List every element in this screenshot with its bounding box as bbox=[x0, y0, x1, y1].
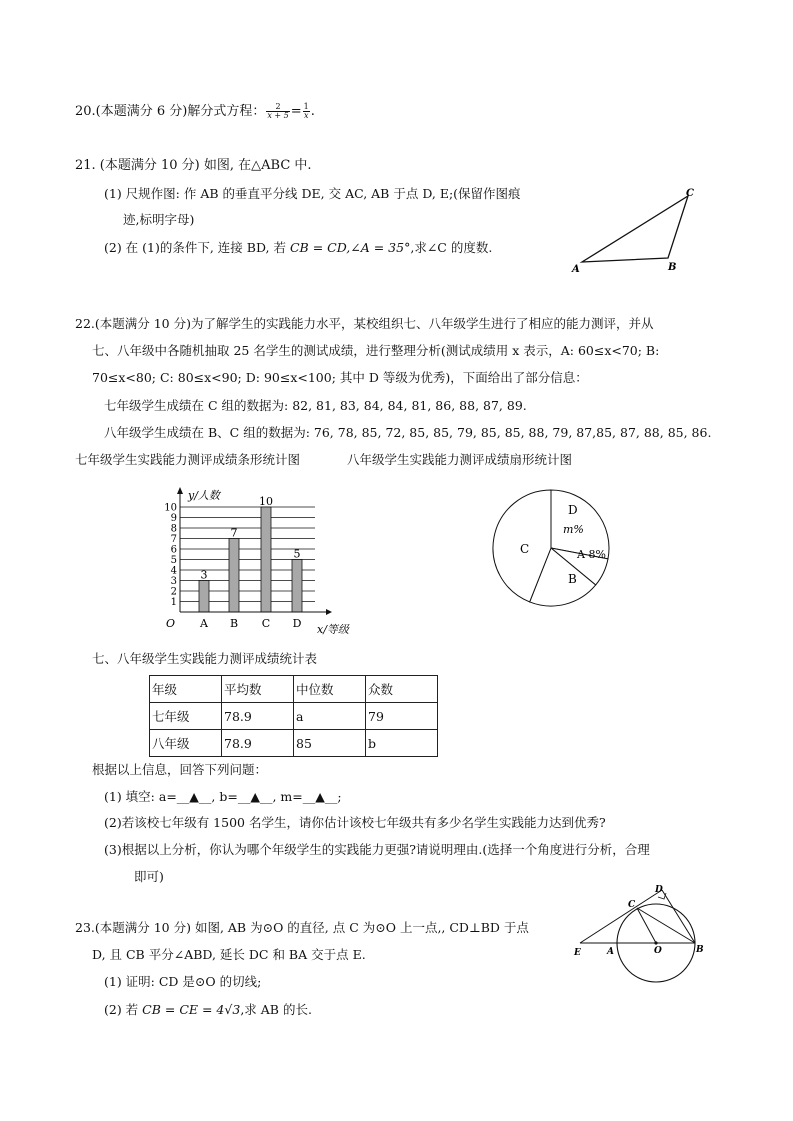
x-tick-label: C bbox=[261, 617, 271, 630]
q21-part2-text-b: ,求∠C 的度数. bbox=[410, 240, 493, 255]
x-tick-label: A bbox=[200, 617, 208, 630]
q21-label-a: A bbox=[572, 264, 580, 275]
q21-part2 bbox=[104, 240, 492, 256]
pie-label-b: B bbox=[568, 572, 577, 586]
line-db bbox=[662, 890, 695, 943]
line-cb bbox=[637, 908, 695, 943]
table-header-row bbox=[150, 676, 438, 703]
table-cell: a bbox=[294, 703, 366, 730]
q20-end: . bbox=[310, 104, 315, 119]
q23-label-d: D bbox=[655, 885, 663, 895]
q20-line bbox=[75, 103, 315, 120]
table-cell: b bbox=[366, 730, 438, 757]
q20-frac2 bbox=[303, 103, 310, 120]
q20-text: 20.(本题满分 6 分)解分式方程： bbox=[75, 104, 266, 119]
bar-value-label: 10 bbox=[259, 495, 273, 508]
pie-chart bbox=[488, 486, 618, 612]
q23-part2-math: CB = CE = 4√3 bbox=[142, 1002, 241, 1017]
q22-question-2: (2)若该校七年级有 1500 名学生，请你估计该校七年级共有多少名学生实践能力达到优秀? bbox=[104, 815, 606, 830]
table-cell: 七年级 bbox=[150, 703, 222, 730]
pie-label-d-name: D bbox=[568, 503, 578, 517]
q22-question-1: (1) 填空: a=__▲__, b=__▲__, m=__▲__; bbox=[104, 789, 342, 804]
pie-chart-title: 八年级学生实践能力测评成绩扇形统计图 bbox=[347, 452, 573, 467]
table-header-cell: 年级 bbox=[150, 676, 222, 703]
q20-eq: = bbox=[290, 104, 302, 119]
q23-line1: 23.(本题满分 10 分) 如图, AB 为⊙O 的直径, 点 C 为⊙O 上一点,, CD⊥BD 于点 bbox=[75, 920, 529, 935]
q22-question-3-line2: 即可) bbox=[134, 869, 164, 884]
q23-label-o: O bbox=[654, 946, 662, 956]
q20-frac1-num: 2 bbox=[266, 103, 289, 112]
table-header-cell: 中位数 bbox=[294, 676, 366, 703]
stats-table bbox=[149, 675, 438, 757]
y-tick-label: 10 bbox=[164, 502, 177, 514]
table-cell: 85 bbox=[294, 730, 366, 757]
bar bbox=[229, 539, 239, 613]
q22-line5: 八年级学生成绩在 B、C 组的数据为: 76, 78, 85, 72, 85, 85, 79, 85, 85, 88, 79, 87,85, 87, 88, 85, 86. bbox=[104, 425, 712, 440]
line-ed bbox=[580, 890, 662, 943]
q21-label-b: B bbox=[668, 262, 677, 273]
q20-frac1 bbox=[266, 103, 289, 120]
y-tick-label: 3 bbox=[170, 576, 177, 587]
q23-circle-figure bbox=[565, 880, 725, 990]
q22-question-3-line1: (3)根据以上分析，你认为哪个年级学生的实践能力更强?请说明理由.(选择一个角度进行分析，合理 bbox=[104, 842, 650, 857]
y-axis-arrow bbox=[177, 487, 183, 494]
q21-part1-line2: 迹,标明字母) bbox=[123, 212, 195, 227]
q21-label-c: C bbox=[686, 188, 694, 199]
table-cell: 78.9 bbox=[222, 703, 294, 730]
q23-label-a: A bbox=[607, 947, 614, 957]
table-cell: 79 bbox=[366, 703, 438, 730]
y-tick-label: 4 bbox=[170, 565, 177, 577]
q21-part2-math: CB = CD,∠A = 35° bbox=[289, 240, 411, 255]
table-header-cell: 众数 bbox=[366, 676, 438, 703]
q22-line2: 七、八年级中各随机抽取 25 名学生的测试成绩，进行整理分析(测试成绩用 x 表示，A: 60≤x<70; B: bbox=[92, 343, 660, 358]
q23-part2-text-b: ,求 AB 的长. bbox=[240, 1002, 312, 1017]
stats-table-title: 七、八年级学生实践能力测评成绩统计表 bbox=[92, 651, 318, 666]
y-tick-label: 7 bbox=[170, 534, 177, 545]
q23-label-c: C bbox=[628, 900, 636, 910]
q22-line1: 22.(本题满分 10 分)为了解学生的实践能力水平，某校组织七、八年级学生进行了相应的能力测评，并从 bbox=[75, 316, 654, 331]
y-axis-label: y/人数 bbox=[188, 489, 220, 502]
bar bbox=[292, 560, 302, 613]
y-tick-label: 2 bbox=[170, 586, 177, 598]
q21-triangle-figure bbox=[560, 180, 710, 280]
bar-chart-title: 七年级学生实践能力测评成绩条形统计图 bbox=[75, 452, 301, 467]
pie-label-d-value: m% bbox=[563, 523, 584, 536]
y-tick-label: 1 bbox=[170, 597, 177, 608]
bar-value-label: 7 bbox=[230, 526, 238, 540]
bar-value-label: 3 bbox=[200, 568, 208, 582]
table-cell: 78.9 bbox=[222, 730, 294, 757]
q22-questions-intro: 根据以上信息，回答下列问题： bbox=[92, 762, 268, 777]
table-row bbox=[150, 703, 438, 730]
q23-part2-text-a: (2) 若 bbox=[104, 1002, 143, 1017]
table-row bbox=[150, 730, 438, 757]
center-point bbox=[654, 941, 657, 944]
origin-label: O bbox=[166, 617, 176, 630]
bar bbox=[199, 581, 209, 613]
q20-frac2-num: 1 bbox=[303, 102, 309, 111]
y-tick-label: 9 bbox=[170, 513, 177, 524]
q23-part2 bbox=[104, 1002, 312, 1018]
q23-label-e: E bbox=[574, 948, 581, 958]
y-tick-label: 8 bbox=[170, 523, 177, 535]
table-header-cell: 平均数 bbox=[222, 676, 294, 703]
q20-frac1-den: x + 5 bbox=[267, 111, 289, 120]
q21-header: 21. (本题满分 10 分) 如图, 在△ABC 中. bbox=[75, 158, 312, 173]
pie-label-a: A 8% bbox=[577, 548, 606, 561]
y-tick-label: 6 bbox=[170, 544, 177, 556]
y-tick-label: 5 bbox=[170, 555, 177, 566]
triangle-abc bbox=[582, 196, 688, 262]
x-tick-label: B bbox=[229, 617, 239, 630]
table-cell: 八年级 bbox=[150, 730, 222, 757]
q21-part1-line1: (1) 尺规作图: 作 AB 的垂直平分线 DE, 交 AC, AB 于点 D, E;(保留作图痕 bbox=[104, 186, 521, 201]
x-axis-label: x/等级 bbox=[317, 623, 349, 636]
x-axis-arrow bbox=[326, 609, 332, 615]
bar bbox=[261, 507, 271, 612]
x-tick-label: D bbox=[292, 617, 302, 630]
q23-part1: (1) 证明: CD 是⊙O 的切线; bbox=[104, 974, 262, 989]
bar-value-label: 5 bbox=[293, 547, 301, 561]
q22-line3: 70≤x<80; C: 80≤x<90; D: 90≤x<100; 其中 D 等级为优秀)，下面给出了部分信息： bbox=[92, 370, 588, 385]
q23-line2: D, 且 CB 平分∠ABD, 延长 DC 和 BA 交于点 E. bbox=[92, 947, 366, 962]
q21-part2-text-a: (2) 在 (1)的条件下, 连接 BD, 若 bbox=[104, 240, 290, 255]
pie-label-c: C bbox=[520, 542, 530, 556]
q23-label-b: B bbox=[696, 945, 704, 955]
q22-line4: 七年级学生成绩在 C 组的数据为: 82, 81, 83, 84, 84, 81, 86, 88, 87, 89. bbox=[104, 398, 527, 413]
bar-chart bbox=[160, 482, 360, 640]
q20-frac2-den: x bbox=[303, 111, 309, 120]
